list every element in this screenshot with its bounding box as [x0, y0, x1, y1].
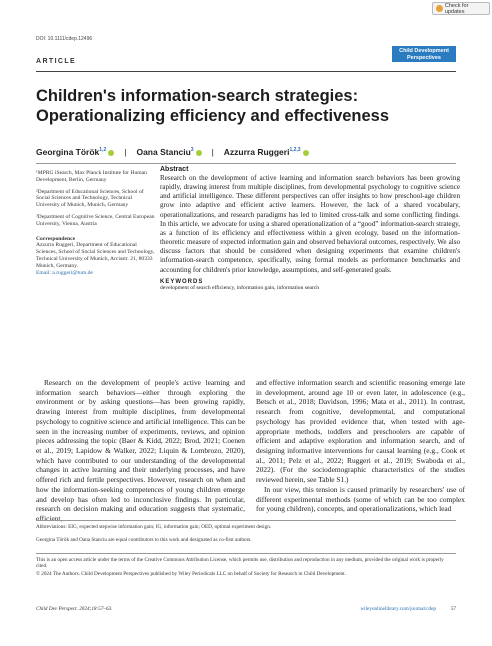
body-column-left [36, 378, 245, 524]
author-affil-sup: 1,2,3 [289, 147, 301, 154]
license-rule [36, 553, 456, 554]
keywords-heading: KEYWORDS [160, 278, 204, 285]
orcid-icon[interactable] [108, 150, 114, 156]
page-number: 57 [450, 606, 456, 612]
check-updates-icon [436, 5, 443, 12]
correspondence-email[interactable]: Email: a.ruggeri@tum.de [36, 269, 93, 276]
journal-url[interactable]: wileyonlinelibrary.com/journal/cdep [360, 606, 436, 612]
author-separator: | [124, 147, 127, 157]
author-list [36, 147, 309, 157]
journal-logo [392, 46, 456, 62]
body-paragraph: Research on the development of people's active learning and information search behaviors—either through exploring the environment or by asking questions—has been growing rapidly, drawing interest from multiple disciplines, from developmental psychology to cognitive science and artificial intelligence. This can be seen in the increasing number of experiments, reviews, and opinion pieces addressing the topic (Baer & Kidd, 2022; Brod, 2021; Coenen et al., 2019; Lapidow & Walker, 2022; Liquin & Lombrozo, 2020), which have contributed to our understanding of the developmental changes in active learning and their underlying processes, and have offered rich and fertile perspectives. However, research on when and how the information-seeking competences of young children emerge and develop has often led to inconclusive findings. In particular, research on decision making and education suggests that systematic, efficient, [36, 378, 245, 524]
journal-logo-line2: Perspectives [407, 54, 441, 61]
citation-footer: Child Dev Perspect. 2024;18:57–63. [36, 606, 113, 612]
keywords-text: development of search efficiency, information gain, information search [160, 284, 320, 291]
affiliations [36, 170, 156, 281]
header-rule [36, 71, 456, 72]
author-separator: | [211, 147, 214, 157]
doi[interactable]: DOI: 10.1111/cdep.12496 [36, 36, 93, 42]
article-title: Children's information-search strategies: Operationalizing efficiency and effectiveness [36, 87, 390, 125]
footnote-rule [36, 520, 456, 521]
body-paragraph: and effective information search and scientific reasoning emerge late in development, around age 10 or even later, in adolescence (e.g., Betsch et al., 2018; Davidson, 1996; Mata et al., 2011). In contrast, research from cognitive, developmental, and computational psychology has provided evidence that, when tested with age-appropriate methods, toddlers and preschoolers are capable of efficient and adaptive exploration and information search, and of designing informative interventions for causal learning (e.g., Cook et al., 2011; Pelz et al., 2022; Ruggeri et al., 2019; Swaboda et al., 2022). (For the sociodemographic characteristics of the studies reviewed herein, see Table S1.) [256, 378, 465, 485]
author-affil-sup: 3 [190, 147, 194, 154]
journal-logo-line1: Child Development [399, 48, 449, 54]
abstract-section [160, 166, 460, 291]
correspondence-text: Azzurra Ruggeri, Department of Educational Sciences, School of Social Sciences and Technology, Technical University of Munich, Arcisstr. 21, 80333 Munich, Germany. [36, 242, 155, 269]
open-access-note: This is an open access article under the terms of the Creative Commons Attribution License, which permits use, distribution and reproduction in any medium, provided the original work is properly cited. [36, 557, 444, 570]
author-1[interactable] [36, 147, 114, 157]
body-column-right [256, 378, 465, 514]
abbreviations-note: Abbreviations: EIG, expected stepwise information gain; IG, information gain; OED, optimal experiment design. [36, 524, 272, 530]
author-3[interactable] [224, 147, 309, 157]
check-for-updates-badge[interactable] [432, 2, 490, 15]
affiliation-3: ³Department of Cognitive Science, Central European University, Vienna, Austria [36, 213, 155, 227]
body-paragraph: In our view, this tension is caused primarily by researchers' use of different experimental methods (some of which can be too complex for young children), concepts, and operationalizations, which lead [256, 484, 465, 514]
abstract-heading: Abstract [160, 166, 189, 173]
copyright-note: © 2024 The Authors. Child Development Perspectives published by Wiley Periodicals LLC on behalf of Society for Research in Child Development. [36, 571, 346, 577]
affiliation-1: ¹MPRG iSearch, Max Planck Institute for Human Development, Berlin, Germany [36, 170, 147, 183]
article-type-label: ARTICLE [36, 58, 77, 65]
author-name: Oana Stanciu [136, 147, 191, 157]
affiliation-2: ²Department of Educational Sciences, School of Social Sciences and Technology, Technical University of Munich, Munich, Germany [36, 188, 144, 209]
author-rule [36, 163, 456, 164]
orcid-icon[interactable] [303, 150, 309, 156]
correspondence-heading: Correspondence [36, 235, 76, 242]
author-name: Azzurra Ruggeri [223, 147, 290, 157]
author-name: Georgina Török [36, 147, 100, 157]
equal-contribution-note: Georgina Török and Oana Stanciu are equal contributors to this work and designated as co-first authors. [36, 537, 252, 543]
check-updates-label: Check for updates [444, 2, 469, 15]
orcid-icon[interactable] [196, 150, 202, 156]
author-2[interactable] [136, 147, 201, 157]
abstract-text: Research on the development of active learning and information search behaviors has been growing rapidly, drawing interest from multiple disciplines, from developmental psychology to cognitive science and artificial intelligence. These different perspectives can offer insights to how preschool-age children grow into adaptive and efficient active learners. However, the lack of a shared vocabulary, operationalizations, and research paradigms has led to limited cross-talk and some conflicting findings. In this article, we advocate for using a shared operationalization of a “good” information-search strategy, as a function of its efficiency and effectiveness within a given ecology, based on the information-theoretic measure of expected information gain and observed behavioral outcomes, respectively. We also discuss factors that should be considered when designing experiments that examine children's information-search competence, specifically, using formal models as performance benchmarks and accounting for children's prior knowledge, assumptions, and self-generated goals. [160, 174, 460, 274]
author-affil-sup: 1,2 [99, 147, 107, 154]
